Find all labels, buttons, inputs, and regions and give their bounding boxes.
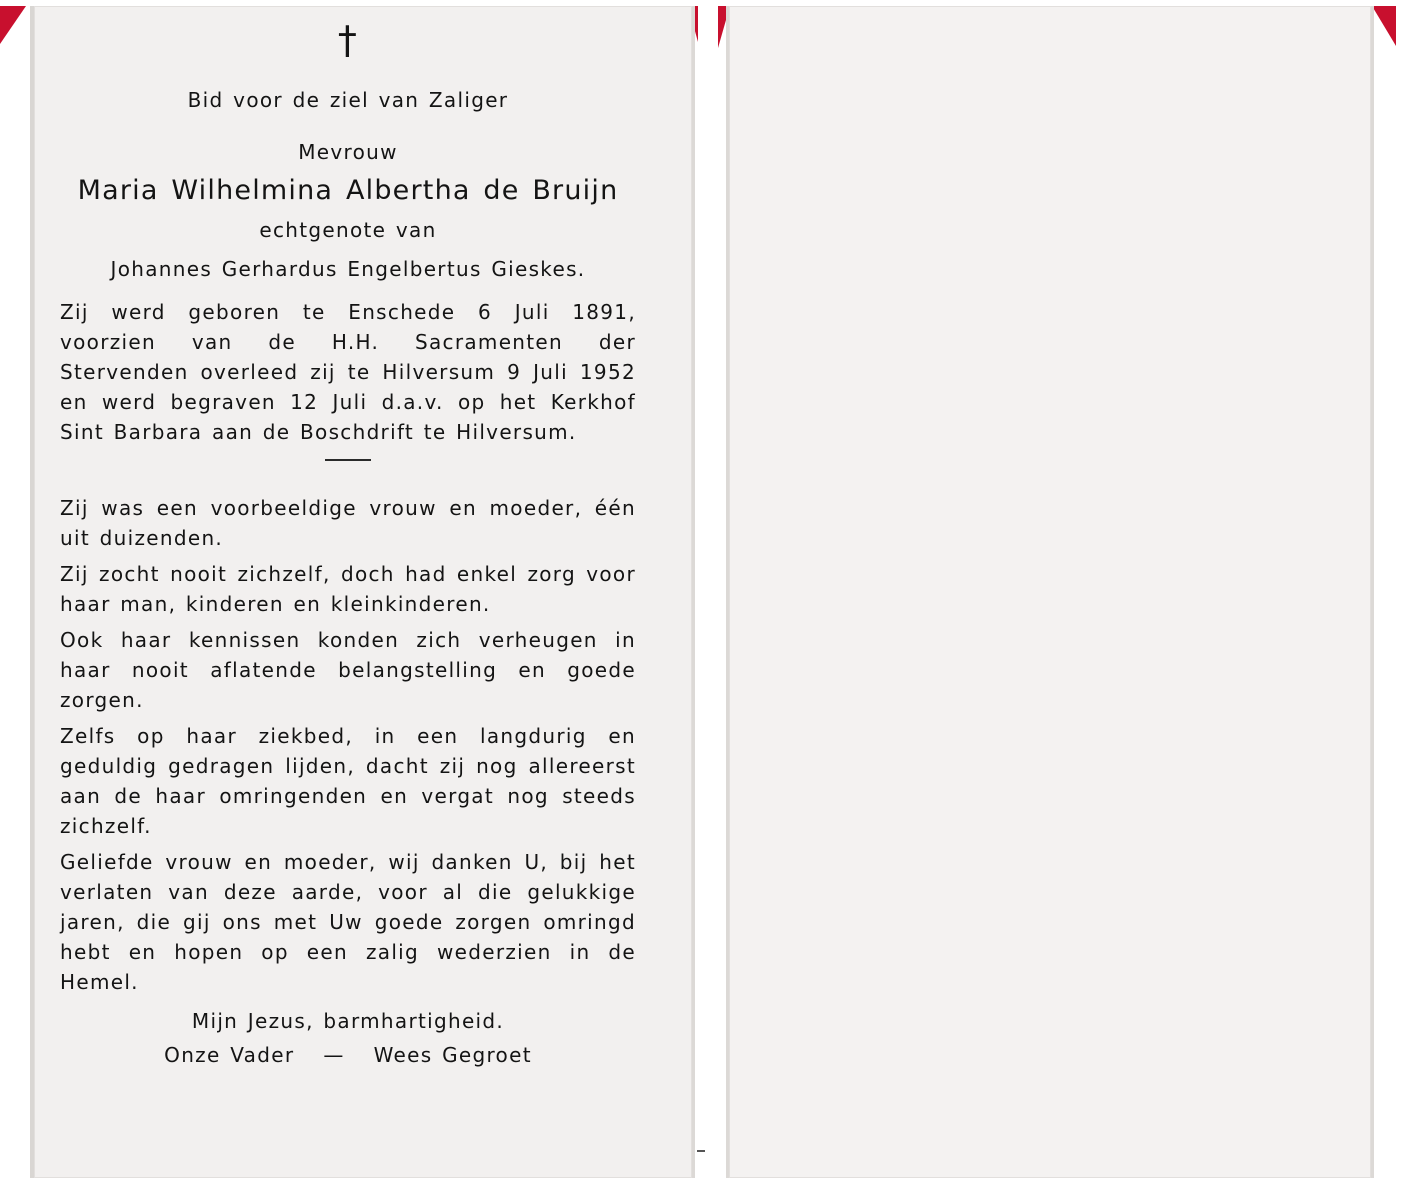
tribute-paragraph: Ook haar kennissen konden zich verheugen in haar nooit aflatende belangstelling en goede zorgen. [60, 628, 636, 712]
deceased-name: Maria Wilhelmina Albertha de Bruijn [77, 175, 619, 206]
spouse-label: echtgenote van [259, 218, 437, 242]
closing-invocation: Mijn Jezus, barmhartigheid. [191, 1009, 505, 1033]
spouse-name: Johannes Gerhardus Engelbertus Gieskes. [110, 257, 586, 281]
card-front-text [60, 18, 636, 1069]
red-corner-top-right [1372, 6, 1396, 46]
tribute-paragraph: Zij zocht nooit zichzelf, doch had enkel zorg voor haar man, kinderen en kleinkinderen. [60, 562, 636, 616]
cross-icon: † [337, 18, 359, 62]
section-divider [325, 459, 371, 461]
scan-speck [697, 1150, 705, 1152]
tribute-paragraph: Zij was een voorbeeldige vrouw en moeder, één uit duizenden. [60, 496, 636, 550]
tribute-paragraph: Zelfs op haar ziekbed, in een langdurig en geduldig gedragen lijden, dacht zij nog allereerst aan de haar omringenden en vergat nog steeds zichzelf. [60, 724, 636, 838]
red-corner-top-left [0, 6, 26, 44]
tribute-paragraph: Geliefde vrouw en moeder, wij danken U, bij het verlaten van deze aarde, voor al die gelukkige jaren, die gij ons met Uw goede zorgen omringd hebt en hopen op een zalig wederzien in de Hemel. [60, 850, 636, 994]
biography-paragraph: Zij werd geboren te Enschede 6 Juli 1891, voorzien van de H.H. Sacramenten der Stervenden overleed zij te Hilversum 9 Juli 1952 en werd begraven 12 Juli d.a.v. op het Kerkhof Sint Barbara aan de Boschdrift te Hilversum. [60, 300, 636, 444]
prayer-line: Bid voor de ziel van Zaliger [187, 88, 509, 112]
honorific: Mevrouw [298, 140, 398, 164]
memorial-card-back [726, 6, 1374, 1178]
closing-prayers: Onze Vader — Wees Gegroet [164, 1043, 532, 1067]
